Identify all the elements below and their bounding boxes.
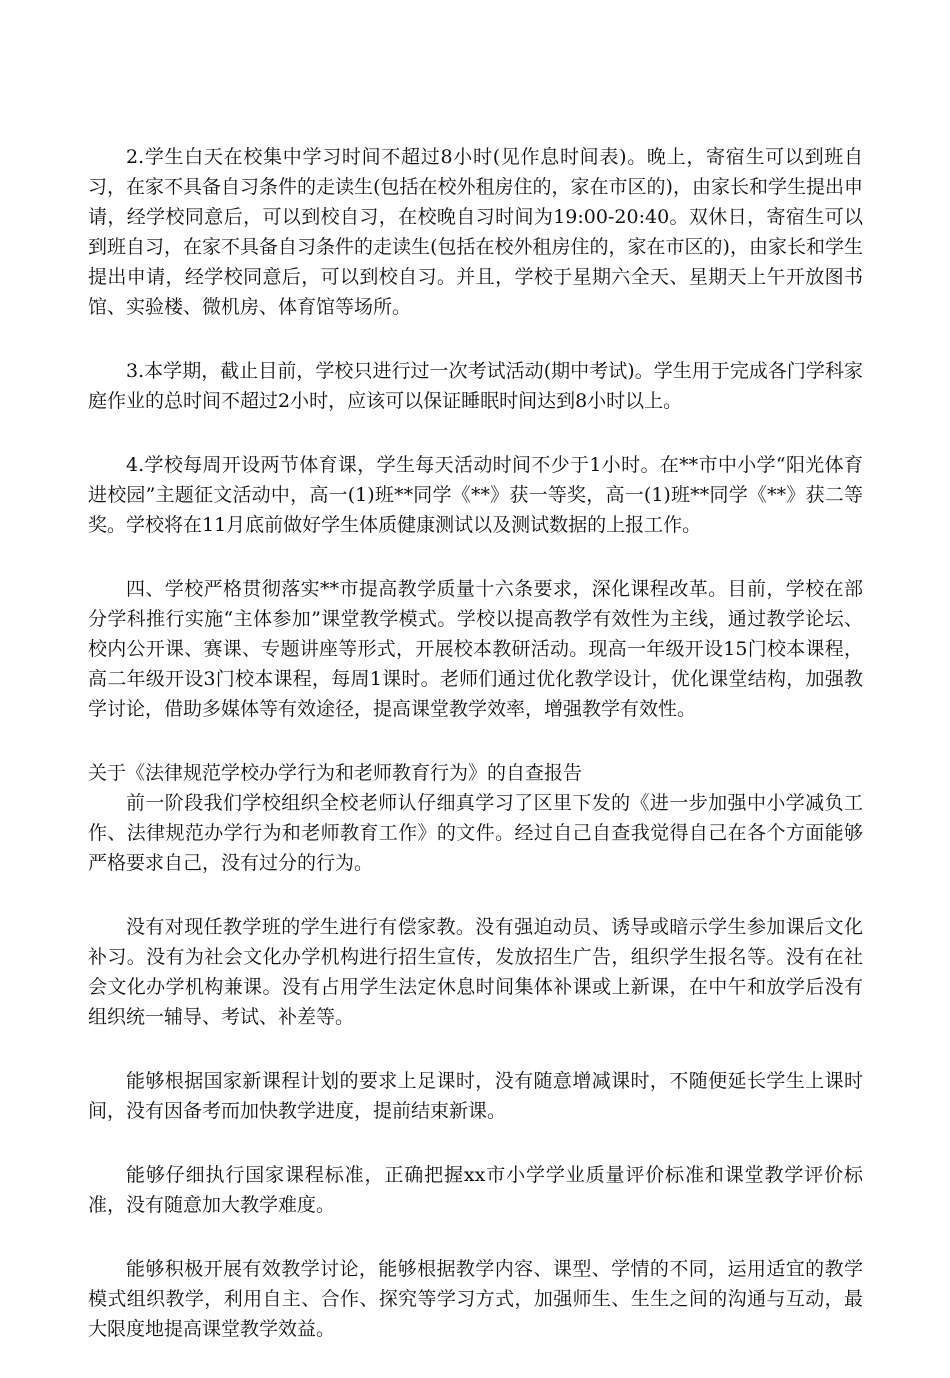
report-intro-paragraph: 前一阶段我们学校组织全校老师认仔细真学习了区里下发的《进一步加强中小学减负工作、法律规范办学行为和老师教育工作》的文件。经过自己自查我觉得自己在各个方面能够严格要求自己，没有过分的行为。 bbox=[88, 792, 863, 874]
report-paragraph-class-hours: 能够根据国家新课程计划的要求上足课时，没有随意增减课时，不随便延长学生上课时间，没有因备考而加快教学进度，提前结束新课。 bbox=[88, 1070, 863, 1122]
report-paragraph-standards: 能够仔细执行国家课程标准，正确把握xx市小学学业质量评价标准和课堂教学评价标准，没有随意加大教学难度。 bbox=[88, 1164, 863, 1216]
paragraph-section-four: 四、学校严格贯彻落实**市提高教学质量十六条要求，深化课程改革。目前，学校在部分学科推行实施“主体参加”课堂教学模式。学校以提高教学有效性为主线，通过教学论坛、校内公开课、赛课、专题讲座等形式，开展校本教研活动。现高一年级开设15门校本课程，高二年级开设3门校本课程，每周1课时。老师们通过优化教学设计，优化课堂结构，加强教学讨论，借助多媒体等有效途径，提高课堂教学效率，增强教学有效性。 bbox=[88, 578, 863, 720]
document-body bbox=[88, 142, 863, 1378]
report-paragraph-teaching-research: 能够积极开展有效教学讨论，能够根据教学内容、课型、学情的不同，运用适宜的教学模式组织教学，利用自主、合作、探究等学习方式，加强师生、生生之间的沟通与互动，最大限度地提高课堂教学效益。 bbox=[88, 1258, 863, 1340]
report-paragraph-tutoring: 没有对现任教学班的学生进行有偿家教。没有强迫动员、诱导或暗示学生参加课后文化补习。没有为社会文化办学机构进行招生宣传，发放招生广告，组织学生报名等。没有在社会文化办学机构兼课。没有占用学生法定休息时间集体补课或上新课，在中午和放学后没有组织统一辅导、考试、补差等。 bbox=[88, 916, 863, 1028]
paragraph-item-4: 4.学校每周开设两节体育课，学生每天活动时间不少于1小时。在**市中小学“阳光体育进校园”主题征文活动中，高一(1)班**同学《**》获一等奖，高一(1)班**同学《**》获二等奖。学校将在11月底前做好学生体质健康测试以及测试数据的上报工作。 bbox=[88, 454, 863, 536]
paragraph-item-2: 2.学生白天在校集中学习时间不超过8小时(见作息时间表)。晚上，寄宿生可以到班自习，在家不具备自习条件的走读生(包括在校外租房住的，家在市区的)，由家长和学生提出申请，经学校同意后，可以到校自习，在校晚自习时间为19:00-20:40。双休日，寄宿生可以到班自习，在家不具备自习条件的走读生(包括在校外租房住的，家在市区的)，由家长和学生提出申请，经学校同意后，可以到校自习。并且，学校于星期六全天、星期天上午开放图书馆、实验楼、微机房、体育馆等场所。 bbox=[88, 146, 863, 318]
report-title: 关于《法律规范学校办学行为和老师教育行为》的自查报告 bbox=[88, 762, 583, 784]
paragraph-item-3: 3.本学期，截止目前，学校只进行过一次考试活动(期中考试)。学生用于完成各门学科家庭作业的总时间不超过2小时，应该可以保证睡眠时间达到8小时以上。 bbox=[88, 360, 863, 412]
